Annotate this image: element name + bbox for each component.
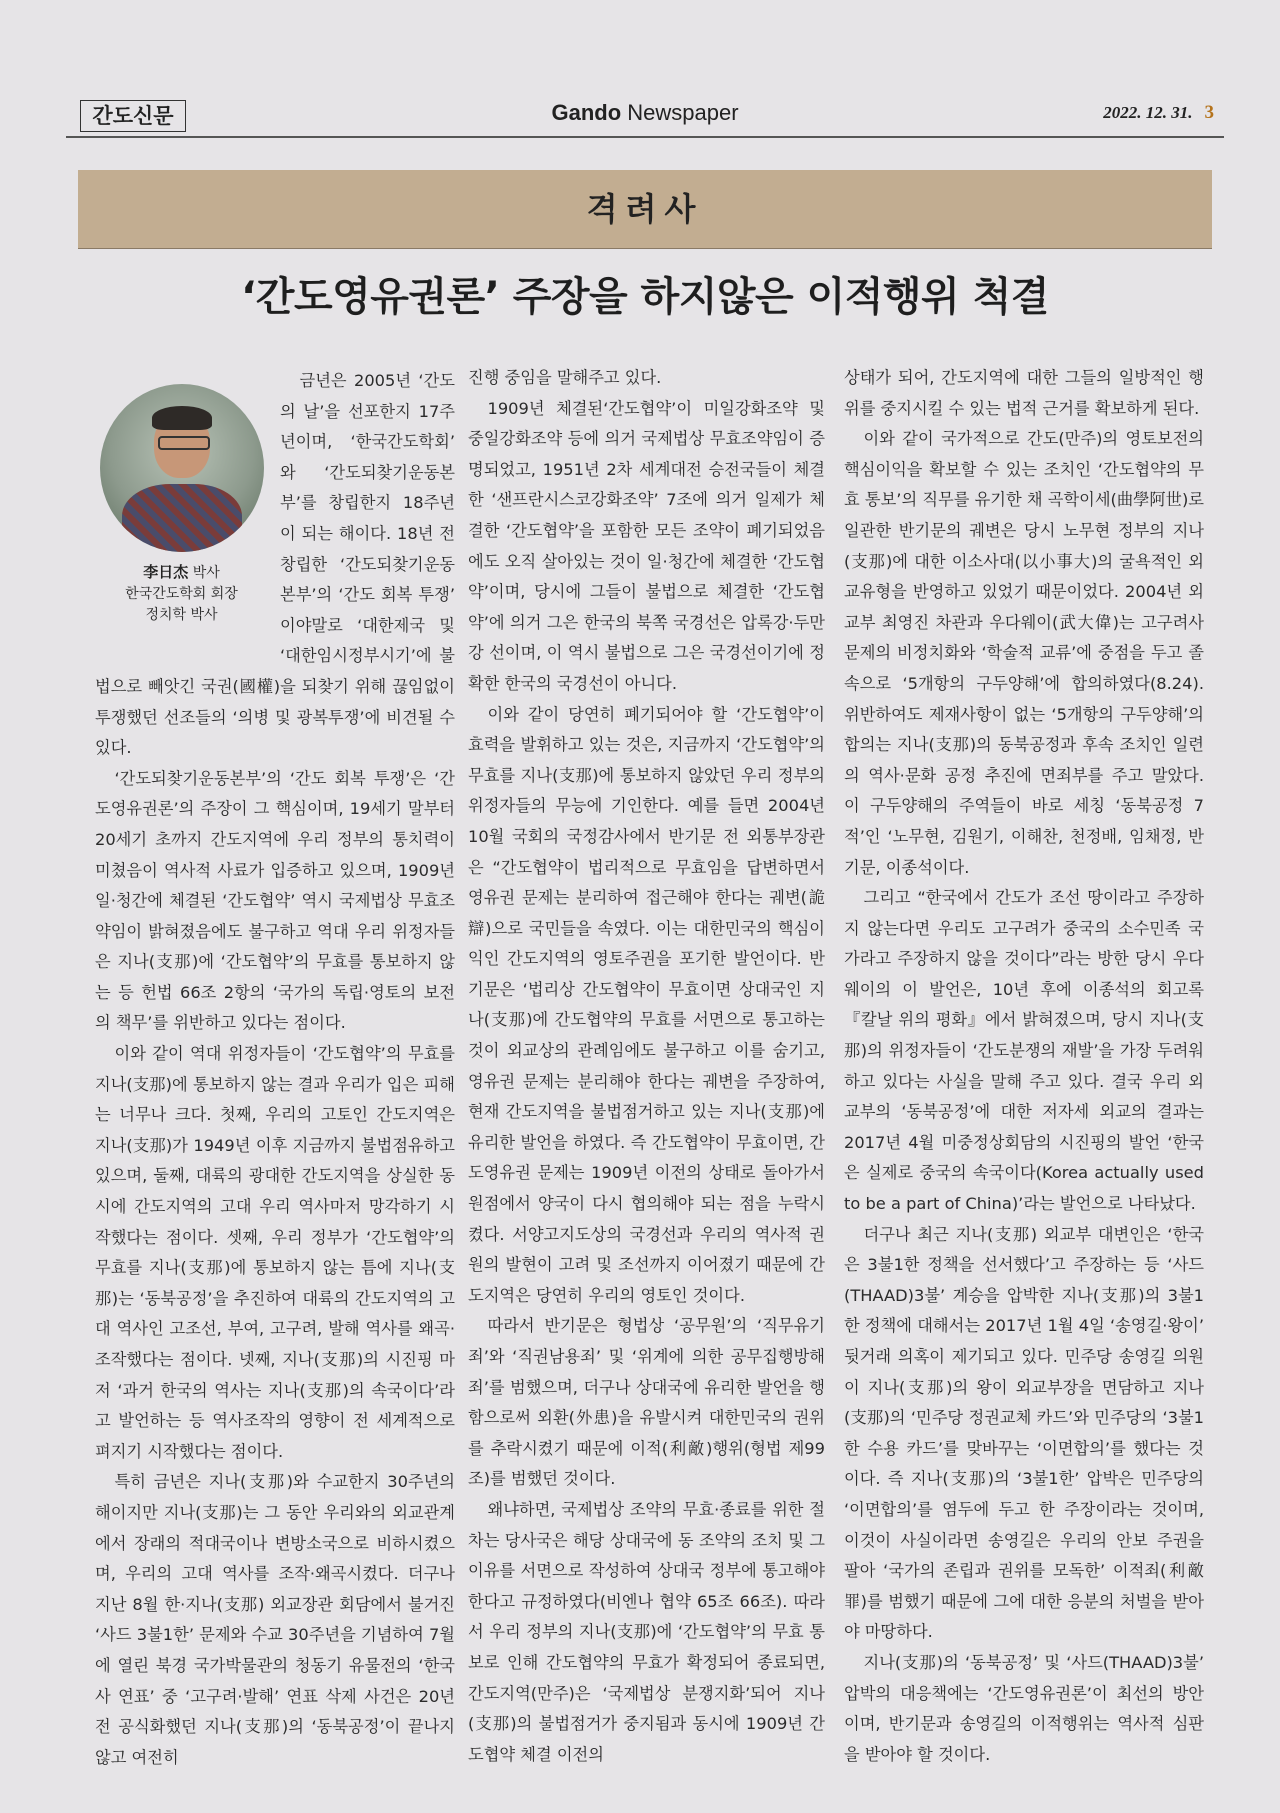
paragraph: 이와 같이 국가적으로 간도(만주)의 영토보전의 핵심이익을 확보할 수 있는 조치인 ‘간도협약의 무효 통보’의 직무를 유기한 채 곡학이세(曲學阿世)로 일관한 반기문의 궤변은 당시 노무현 정부의 지나(支那)에 대한 이소사대(以小事大)의 굴욕적인 외교유형을 반영하고 있었기 때문이었다. 2004년 외교부 최영진 차관과 우다웨이(武大偉)는 고구려사 문제의 비정치화와 ‘학술적 교류’에 중점을 두고 졸속으로 ‘5개항의 구두양해’에 합의하였다(8.24). 위반하여도 제재사항이 없는 ‘5개항의 구두양해’의 합의는 지나(支那)의 동북공정과 후속 조치인 일련의 역사·문화 공정 추진에 면죄부를 주고 말았다. 이 구두양해의 주역들이 바로 세칭 ‘동북공정 7적’인 ‘노무현, 김원기, 이해찬, 천정배, 임채정, 반기문, 이종석이다. <box>844 429 1204 877</box>
paragraph: 이와 같이 역대 위정자들이 ‘간도협약’의 무효를 지나(支那)에 통보하지 않는 결과 우리가 입은 피해는 너무나 크다. 첫째, 우리의 고토인 간도지역은 지나(支那)가 1949년 이후 지금까지 불법점유하고 있으며, 둘째, 대륙의 광대한 간도지역을 상실한 동시에 간도지역의 고대 우리 역사마저 망각하기 시작했다는 점이다. 셋째, 우리 정부가 ‘간도협약’의 무효를 지나(支那)에 통보하지 않는 틈에 지나(支那)는 ‘동북공정’을 추진하여 대륙의 간도지역의 고대 역사인 고조선, 부여, 고구려, 발해 역사를 왜곡·조작했다는 점이다. 넷째, 지나(支那)의 시진핑 마저 ‘과거 한국의 역사는 지나(支那)의 속국이다’라고 발언하는 등 역사조작의 영향이 전 세계적으로 펴지기 시작했다는 점이다. <box>95 1044 455 1461</box>
newspaper-logo: 간도신문 <box>80 100 186 132</box>
paragraph: 상태가 되어, 간도지역에 대한 그들의 일방적인 행위를 중지시킬 수 있는 법적 근거를 확보하게 된다. <box>844 368 1204 418</box>
page-number: 3 <box>1204 102 1214 123</box>
author-title: 박사 <box>188 565 220 581</box>
article-column-2 <box>468 363 825 1770</box>
issue-date: 2022. 12. 31. <box>1103 103 1193 122</box>
article-column-3 <box>844 363 1204 1770</box>
dateline <box>1103 102 1214 124</box>
paragraph: 지나(支那)의 ‘동북공정’ 및 ‘사드(THAAD)3불’ 압박의 대응책에는 ‘간도영유권론’이 최선의 방안이며, 반기문과 송영길의 이적행위는 역사적 심판을 받아야 할 것이다. <box>844 1652 1204 1764</box>
masthead <box>66 94 1224 134</box>
brand-bold: Gando <box>551 100 622 125</box>
section-banner: 격려사 <box>78 170 1212 249</box>
newspaper-brand <box>66 100 1224 126</box>
paragraph: 1909년 체결된‘간도협약’이 미일강화조약 및 중일강화조약 등에 의거 국제법상 무효조약임이 증명되었고, 1951년 2차 세계대전 승전국들이 체결한 ‘샌프란시스코강화조약’ 7조에 의거 일제가 체결한 ‘간도협약’을 포함한 모든 조약이 폐기되었음에도 오직 살아있는 것이 일·청간에 체결한 ‘간도협약’이며, 당시에 그들이 불법으로 체결한 ‘간도협약’에 의거 그은 한국의 북쪽 국경선은 압록강·두만강 선이며, 이 역시 불법으로 그은 국경선이기에 정확한 한국의 국경선이 아니다. <box>468 398 825 693</box>
author-photo <box>100 384 264 552</box>
paragraph: 진행 중임을 말해주고 있다. <box>468 368 662 387</box>
paragraph: ‘간도되찾기운동본부’의 ‘간도 회복 투쟁’은 ‘간도영유권론’의 주장이 그 핵심이며, 19세기 말부터 20세기 초까지 간도지역에 우리 정부의 통치력이 미쳤음이 역사적 사료가 입증하고 있으며, 1909년 일·청간에 체결된 ‘간도협약’ 역시 국제법상 무효조약임이 밝혀졌음에도 불구하고 역대 우리 위정자들은 지나(支那)에 ‘간도협약’의 무효를 통보하지 않는 등 헌법 66조 2항의 ‘국가의 독립·영토의 보전의 책무’를 위반하고 있다는 점이다. <box>95 768 455 1033</box>
masthead-rule <box>66 136 1224 138</box>
paragraph: 그리고 “한국에서 간도가 조선 땅이라고 주장하지 않는다면 우리도 고구려가 중국의 소수민족 국가라고 주장하지 않을 것이다”라는 방한 당시 우다웨이의 이 발언은, 10년 후에 이종석의 회고록 『칼날 위의 평화』에서 밝혀졌으며, 당시 지나(支那)의 위정자들이 ‘간도분쟁의 재발’을 가장 두려워하고 있다는 사실을 말해 주고 있다. 결국 우리 외교부의 ‘동북공정’에 대한 저자세 외교의 결과는 2017년 4월 미중정상회담의 시진핑의 발언 ‘한국은 실제로 중국의 속국이다(Korea actually used to be a part of China)’라는 발언으로 나타났다. <box>844 888 1204 1214</box>
paragraph: 특히 금년은 지나(支那)와 수교한지 30주년의 해이지만 지나(支那)는 그 동안 우리와의 외교관계에서 장래의 적대국이나 변방소국으로 비하시켰으며, 우리의 고대 역사를 조작·왜곡시켰다. 더구나 지난 8월 한·지나(支那) 외교장관 회담에서 불거진 ‘사드 3불1한’ 문제와 수교 30주년을 기념하여 7월에 열린 북경 국가박물관의 청동기 유물전의 ‘한국사 연표’ 중 ‘고구려·발해’ 연표 삭제 사건은 20년 전 공식화했던 지나(支那)의 ‘동북공정’이 끝나지 않고 여전히 <box>95 1472 455 1767</box>
paragraph: 금년은 2005년 ‘간도의 날’을 선포한지 17주년이며, ‘한국간도학회’ 와 ‘간도되찾기운동본부’를 창립한지 18주년이 되는 해이다. 18년 전 창립한 ‘간도되찾기운동본부’의 ‘간도 회복 투쟁’ 이야말로 ‘대한제국 및 ‘대한임시정부시기’에 불법으로 빼앗긴 국권(國權)을 되찾기 위해 끊임없이 투쟁했던 선조들의 ‘의병 및 광복투쟁’에 비견될 수 있다. <box>95 371 455 758</box>
author-role-1: 한국간도학회 회장 <box>125 586 238 602</box>
author-name: 李日杰 <box>143 563 189 581</box>
paragraph: 따라서 반기문은 형법상 ‘공무원’의 ‘직무유기죄’와 ‘직권남용죄’ 및 ‘위계에 의한 공무집행방해죄’를 범했으며, 더구나 상대국에 유리한 발언을 행함으로써 외환(外患)을 유발시켜 대한민국의 권위를 추락시켰기 때문에 이적(利敵)행위(형법 제99조)를 범했던 것이다. <box>468 1316 825 1489</box>
author-block <box>89 366 274 656</box>
headline: ‘간도영유권론’ 주장을 하지않은 이적행위 척결 <box>241 274 1049 320</box>
author-caption <box>89 562 274 626</box>
author-role-2: 정치학 박사 <box>145 607 218 623</box>
article-column-1 <box>95 366 455 1773</box>
brand-rest: Newspaper <box>621 100 739 125</box>
paragraph: 더구나 최근 지나(支那) 외교부 대변인은 ‘한국은 3불1한 정책을 선서했다’고 주장하는 등 ‘사드(THAAD)3불’ 계승을 압박한 지나(支那)의 3불1한 정책에 대해서는 2017년 1월 4일 ‘송영길·왕이’ 뒷거래 의혹이 제기되고 있다. 민주당 송영길 의원이 지나(支那)의 왕이 외교부장을 면담하고 지나(支那)의 ‘민주당 정권교체 카드’와 민주당의 ‘3불1한 수용 카드’를 맞바꾸는 ‘이면합의’를 했다는 것이다. 즉 지나(支那)의 ‘3불1한’ 압박은 민주당의 ‘이면합의’를 염두에 두고 한 주장이라는 것이며, 이것이 사실이라면 송영길은 우리의 안보 주권을 팔아 ‘국가의 존립과 권위를 모독한’ 이적죄(利敵罪)를 범했기 때문에 그에 대한 응분의 처벌을 받아야 마땅하다. <box>844 1224 1204 1642</box>
paragraph: 이와 같이 당연히 폐기되어야 할 ‘간도협약’이 효력을 발휘하고 있는 것은, 지금까지 ‘간도협약’의 무효를 지나(支那)에 통보하지 않았던 우리 정부의 위정자들의 무능에 기인한다. 예를 들면 2004년 10월 국회의 국정감사에서 반기문 전 외통부장관은 “간도협약이 법리적으로 무효임을 답변하면서 영유권 문제는 분리하여 접근해야 한다는 궤변(詭辯)으로 국민들을 속였다. 이는 대한민국의 핵심이익인 간도지역의 영토주권을 포기한 발언이다. 반기문은 ‘법리상 간도협약이 무효이면 상대국인 지나(支那)에 간도협약의 무효를 서면으로 통고하는 것이 외교상의 관례임에도 불구하고 이를 숨기고, 영유권 문제는 분리해야 한다는 궤변을 주장하여, 현재 간도지역을 불법점거하고 있는 지나(支那)에 유리한 발언을 하였다. 즉 간도협약이 무효이면, 간도영유권 문제는 1909년 이전의 상태로 돌아가서 원점에서 양국이 다시 협의해야 되는 점을 누락시켰다. 서양고지도상의 국경선과 우리의 역사적 권원의 발현이 고려 및 조선까지 이어졌기 때문에 간도지역은 당연히 우리의 영토인 것이다. <box>468 704 825 1305</box>
paragraph: 왜냐하면, 국제법상 조약의 무효·종료를 위한 절차는 당사국은 해당 상대국에 동 조약의 조치 및 그 이유를 서면으로 작성하여 상대국 정부에 통고해야 한다고 규정하였다(비엔나 협약 65조 66조). 따라서 우리 정부의 지나(支那)에 ‘간도협약’의 무효 통보로 인해 간도협약의 무효가 확정되어 종료되면, 간도지역(만주)은 ‘국제법상 분쟁지화’되어 지나(支那)의 불법점거가 중지됨과 동시에 1909년 간도협약 체결 이전의 <box>468 1499 825 1764</box>
